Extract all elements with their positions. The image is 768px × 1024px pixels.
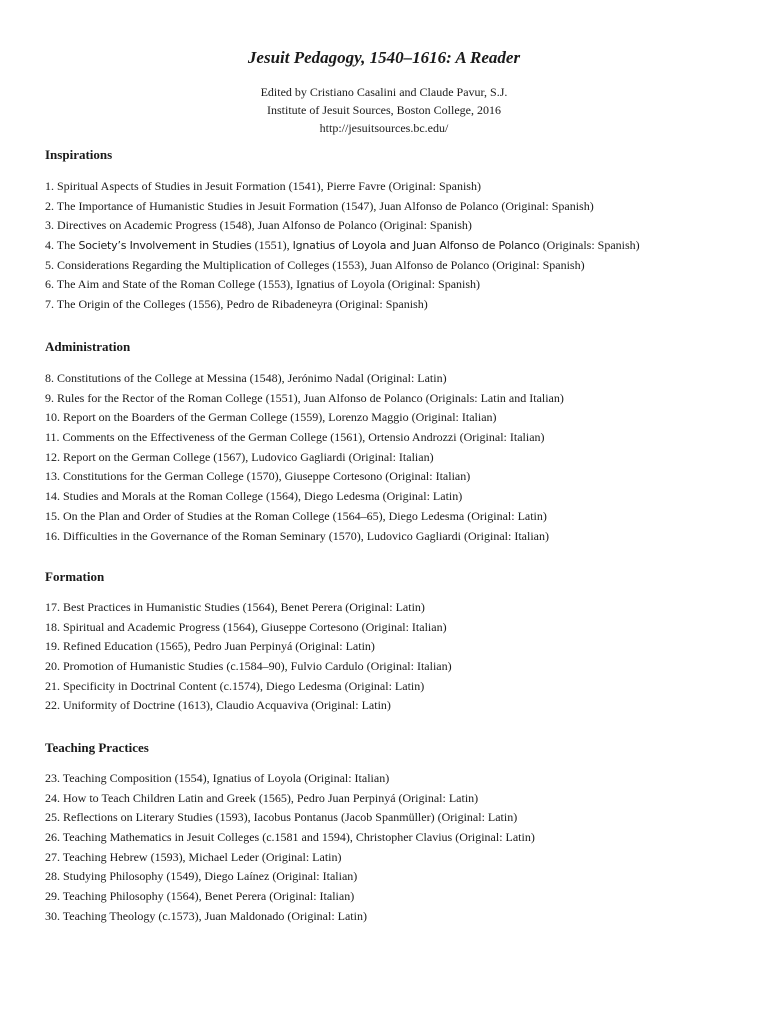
list-item: 25. Reflections on Literary Studies (1593), Iacobus Pontanus (Jacob Spanmüller) (Original: Latin) bbox=[45, 810, 518, 825]
entry-list bbox=[45, 177, 745, 315]
entry-authors-alt-font: Ignatius of Loyola and Juan Alfonso de Polanco bbox=[292, 239, 540, 253]
editors-line: Edited by Cristiano Casalini and Claude Pavur, S.J. bbox=[260, 85, 508, 99]
list-item: 23. Teaching Composition (1554), Ignatius of Loyola (Original: Italian) bbox=[45, 771, 390, 785]
section-heading: Administration bbox=[45, 339, 131, 354]
list-item: 18. Spiritual and Academic Progress (1564), Giuseppe Cortesono (Original: Italian) bbox=[45, 619, 447, 634]
list-item: 7. The Origin of the Colleges (1556), Pedro de Ribadeneyra (Original: Spanish) bbox=[45, 297, 428, 312]
entry-title-alt-font: Society’s Involvement in Studies bbox=[78, 239, 252, 253]
section-heading: Teaching Practices bbox=[45, 740, 149, 755]
section-teaching-practices bbox=[45, 739, 745, 927]
list-item: 6. The Aim and State of the Roman College (1553), Ignatius of Loyola (Original: Spanish) bbox=[45, 277, 481, 292]
list-item: 8. Constitutions of the College at Messina (1548), Jerónimo Nadal (Original: Latin) bbox=[45, 371, 447, 385]
list-item: 17. Best Practices in Humanistic Studies (1564), Benet Perera (Original: Latin) bbox=[45, 600, 425, 614]
list-item: 13. Constitutions for the German College (1570), Giuseppe Cortesono (Original: Italian) bbox=[45, 469, 471, 484]
section-formation bbox=[45, 568, 745, 716]
list-item: 20. Promotion of Humanistic Studies (c.1584–90), Fulvio Cardulo (Original: Italian) bbox=[45, 659, 452, 674]
section-heading: Inspirations bbox=[45, 147, 113, 162]
list-item: 1. Spiritual Aspects of Studies in Jesuit Formation (1541), Pierre Favre (Original: Spanish) bbox=[45, 179, 481, 193]
list-item: 30. Teaching Theology (c.1573), Juan Maldonado (Original: Latin) bbox=[45, 908, 367, 923]
list-item: 5. Considerations Regarding the Multiplication of Colleges (1553), Juan Alfonso de Polanco (Original: Spanish) bbox=[45, 257, 585, 272]
list-item: 3. Directives on Academic Progress (1548), Juan Alfonso de Polanco (Original: Spanish) bbox=[45, 218, 472, 233]
list-item: 21. Specificity in Doctrinal Content (c.1574), Diego Ledesma (Original: Latin) bbox=[45, 678, 425, 693]
list-item: 22. Uniformity of Doctrine (1613), Claudio Acquaviva (Original: Latin) bbox=[45, 698, 391, 713]
entry-list bbox=[45, 769, 745, 927]
list-item: 12. Report on the German College (1567), Ludovico Gagliardi (Original: Italian) bbox=[45, 449, 434, 464]
publication-info bbox=[0, 83, 768, 137]
list-item: 15. On the Plan and Order of Studies at the Roman College (1564–65), Diego Ledesma (Original: Latin) bbox=[45, 508, 547, 523]
section-heading: Formation bbox=[45, 569, 105, 584]
list-item: 27. Teaching Hebrew (1593), Michael Leder (Original: Latin) bbox=[45, 849, 342, 864]
entry-list bbox=[45, 598, 745, 716]
entry-middle: (1551), bbox=[251, 238, 293, 253]
list-item: 11. Comments on the Effectiveness of the German College (1561), Ortensio Androzzi (Original: Italian) bbox=[45, 430, 545, 445]
list-item: 14. Studies and Morals at the Roman College (1564), Diego Ledesma (Original: Latin) bbox=[45, 489, 463, 504]
section-administration bbox=[45, 338, 745, 546]
entry-prefix: 4. The bbox=[45, 238, 79, 253]
list-item: 28. Studying Philosophy (1549), Diego Laínez (Original: Italian) bbox=[45, 869, 358, 884]
publisher-line: Institute of Jesuit Sources, Boston College, 2016 bbox=[267, 103, 501, 117]
document-title: Jesuit Pedagogy, 1540–1616: A Reader bbox=[247, 48, 521, 67]
list-item: 10. Report on the Boarders of the German College (1559), Lorenzo Maggio (Original: Italian) bbox=[45, 410, 497, 425]
section-inspirations bbox=[45, 146, 745, 315]
list-item: 29. Teaching Philosophy (1564), Benet Perera (Original: Italian) bbox=[45, 889, 355, 904]
url-line: http://jesuitsources.bc.edu/ bbox=[319, 121, 449, 135]
entry-suffix: (Originals: Spanish) bbox=[539, 238, 640, 253]
list-item: 2. The Importance of Humanistic Studies in Jesuit Formation (1547), Juan Alfonso de Polanco (Original: Spanish) bbox=[45, 198, 594, 213]
list-item: 24. How to Teach Children Latin and Greek (1565), Pedro Juan Perpinyá (Original: Latin) bbox=[45, 790, 479, 805]
list-item: 9. Rules for the Rector of the Roman College (1551), Juan Alfonso de Polanco (Originals: Latin and Italian) bbox=[45, 390, 564, 405]
list-item: 19. Refined Education (1565), Pedro Juan Perpinyá (Original: Latin) bbox=[45, 639, 375, 654]
list-item: 26. Teaching Mathematics in Jesuit Colleges (c.1581 and 1594), Christopher Clavius (Original: Latin) bbox=[45, 830, 535, 845]
list-item bbox=[45, 236, 745, 256]
entry-list bbox=[45, 369, 745, 546]
list-item: 16. Difficulties in the Governance of the Roman Seminary (1570), Ludovico Gagliardi (Original: Italian) bbox=[45, 528, 549, 543]
